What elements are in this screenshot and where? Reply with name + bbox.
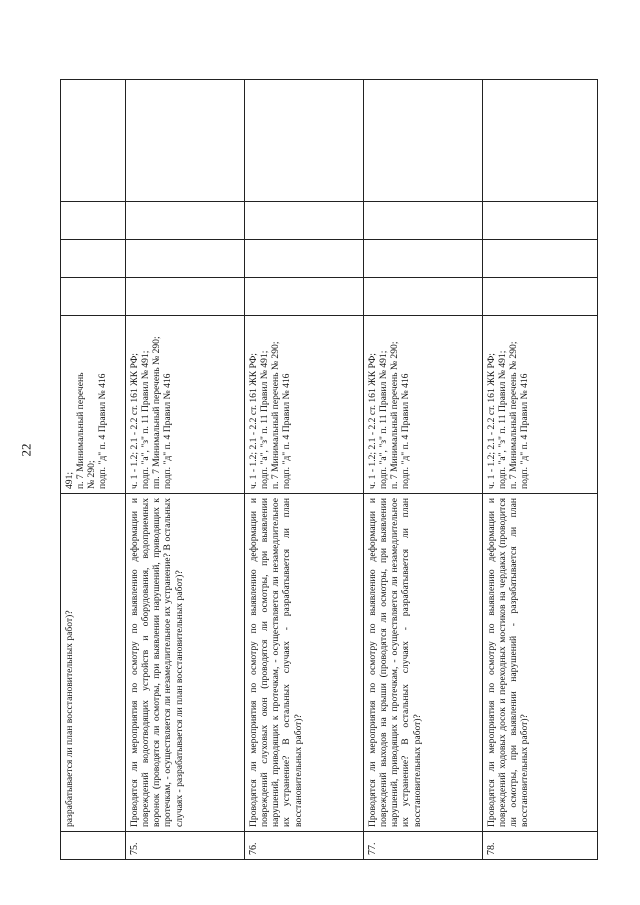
answer-na-cell[interactable]	[126, 202, 245, 240]
answer-na-cell[interactable]	[483, 202, 598, 240]
question-cell: Проводятся ли мероприятия по осмотру по выявлению деформации и повреждений водоотводящих устройств и оборудования, водоприемных воронок (проводятся ли осмотры, при выявлении нарушений, приводящих к протечкам, - осуществляется ли незамедлительное их устранение? В остальных случаях - разрабатывается ли план восстановительных работ)?	[126, 494, 245, 832]
reference-line: подп. "д" п. 4 Правил № 416	[97, 373, 109, 489]
page-number: 22	[18, 443, 34, 457]
notes-cell[interactable]	[483, 80, 598, 202]
reference-cell	[126, 316, 245, 494]
reference-line: подп. "а", "з" п. 11 Правил № 491;	[497, 350, 509, 489]
reference-line: ч. 1 - 1.2; 2.1 - 2.2 ст. 161 ЖК РФ;	[367, 353, 378, 489]
answer-yes-cell[interactable]	[126, 278, 245, 316]
answer-no-cell[interactable]	[245, 240, 364, 278]
question-cell: Проводятся ли мероприятия по осмотру по выявлению деформации и повреждений выходов на крыши (проводятся ли осмотры, при выявлении нарушений, приводящих к протечкам, - осуществляется ли незамедлительное их устранение? В остальных случаях - разрабатывается ли план восстановительных работ)?	[364, 494, 483, 832]
reference-cell	[61, 316, 126, 494]
question-cell: Проводятся ли мероприятия по осмотру по выявлению деформации и повреждений ходовых досок и переходных мостиков на чердаках (проводится ли осмотры, при выявлении нарушений - разрабатывается ли план восстановительных работ)?	[483, 494, 598, 832]
reference-cell	[483, 316, 598, 494]
reference-line: подп. "д" п. 4 Правил № 416	[519, 373, 531, 489]
reference-line: подп. "а", "з" п. 11 Правил № 491;	[140, 350, 152, 489]
table-row-continuation	[61, 80, 126, 860]
reference-line: ч. 1 - 1.2; 2.1 - 2.2 ст. 161 ЖК РФ;	[486, 353, 497, 489]
reference-line: п. 7 Минимальный перечень	[75, 372, 87, 489]
row-number-cell	[61, 832, 126, 860]
rotated-table-container	[60, 80, 600, 860]
table-row	[245, 80, 364, 860]
notes-cell[interactable]	[364, 80, 483, 202]
answer-no-cell[interactable]	[364, 240, 483, 278]
answer-yes-cell[interactable]	[245, 278, 364, 316]
reference-cell	[364, 316, 483, 494]
reference-line: подп. "д" п. 4 Правил № 416	[162, 373, 174, 489]
answer-yes-cell[interactable]	[364, 278, 483, 316]
reference-line: 491;	[64, 471, 75, 489]
reference-line: п. 7 Минимальный перечень № 290;	[508, 341, 520, 489]
reference-line: подп. "а", "з" п. 11 Правил № 491;	[259, 350, 271, 489]
table-row	[483, 80, 598, 860]
row-number-cell: 77.	[364, 832, 483, 860]
reference-line: подп. "д" п. 4 Правил № 416	[400, 373, 412, 489]
row-number-cell: 75.	[126, 832, 245, 860]
table-row	[126, 80, 245, 860]
checklist-table	[60, 79, 598, 860]
answer-no-cell[interactable]	[61, 240, 126, 278]
reference-line: пп. 7 Минимальный перечень № 290;	[151, 336, 163, 489]
reference-cell	[245, 316, 364, 494]
reference-line: ч. 1 - 1.2; 2.1 - 2.2 ст. 161 ЖК РФ;	[129, 353, 140, 489]
reference-line: ч. 1 - 1.2; 2.1 - 2.2 ст. 161 ЖК РФ;	[248, 353, 259, 489]
answer-no-cell[interactable]	[126, 240, 245, 278]
reference-line: № 290;	[86, 460, 98, 489]
table-row	[364, 80, 483, 860]
reference-line: подп. "д" п. 4 Правил № 416	[281, 373, 293, 489]
question-cell: разрабатывается ли план восстановительных работ)?	[61, 494, 126, 832]
answer-yes-cell[interactable]	[61, 278, 126, 316]
checklist-table-area	[60, 80, 600, 860]
notes-cell[interactable]	[245, 80, 364, 202]
answer-yes-cell[interactable]	[483, 278, 598, 316]
notes-cell[interactable]	[126, 80, 245, 202]
question-cell: Проводятся ли мероприятия по осмотру по выявлению деформации и повреждений слуховых окон (проводятся ли осмотры, при выявлении нарушений, приводящих к протечкам, - осуществляется ли незамедлительное их устранение? В остальных случаях - разрабатывается ли план восстановительных работ)?	[245, 494, 364, 832]
answer-na-cell[interactable]	[61, 202, 126, 240]
answer-na-cell[interactable]	[364, 202, 483, 240]
reference-line: п. 7 Минимальный перечень № 290;	[270, 341, 282, 489]
reference-line: подп. "а", "з" п. 11 Правил № 491;	[378, 350, 390, 489]
notes-cell[interactable]	[61, 80, 126, 202]
answer-no-cell[interactable]	[483, 240, 598, 278]
row-number-cell: 76.	[245, 832, 364, 860]
row-number-cell: 78.	[483, 832, 598, 860]
answer-na-cell[interactable]	[245, 202, 364, 240]
reference-line: п. 7 Минимальный перечень № 290;	[389, 341, 401, 489]
